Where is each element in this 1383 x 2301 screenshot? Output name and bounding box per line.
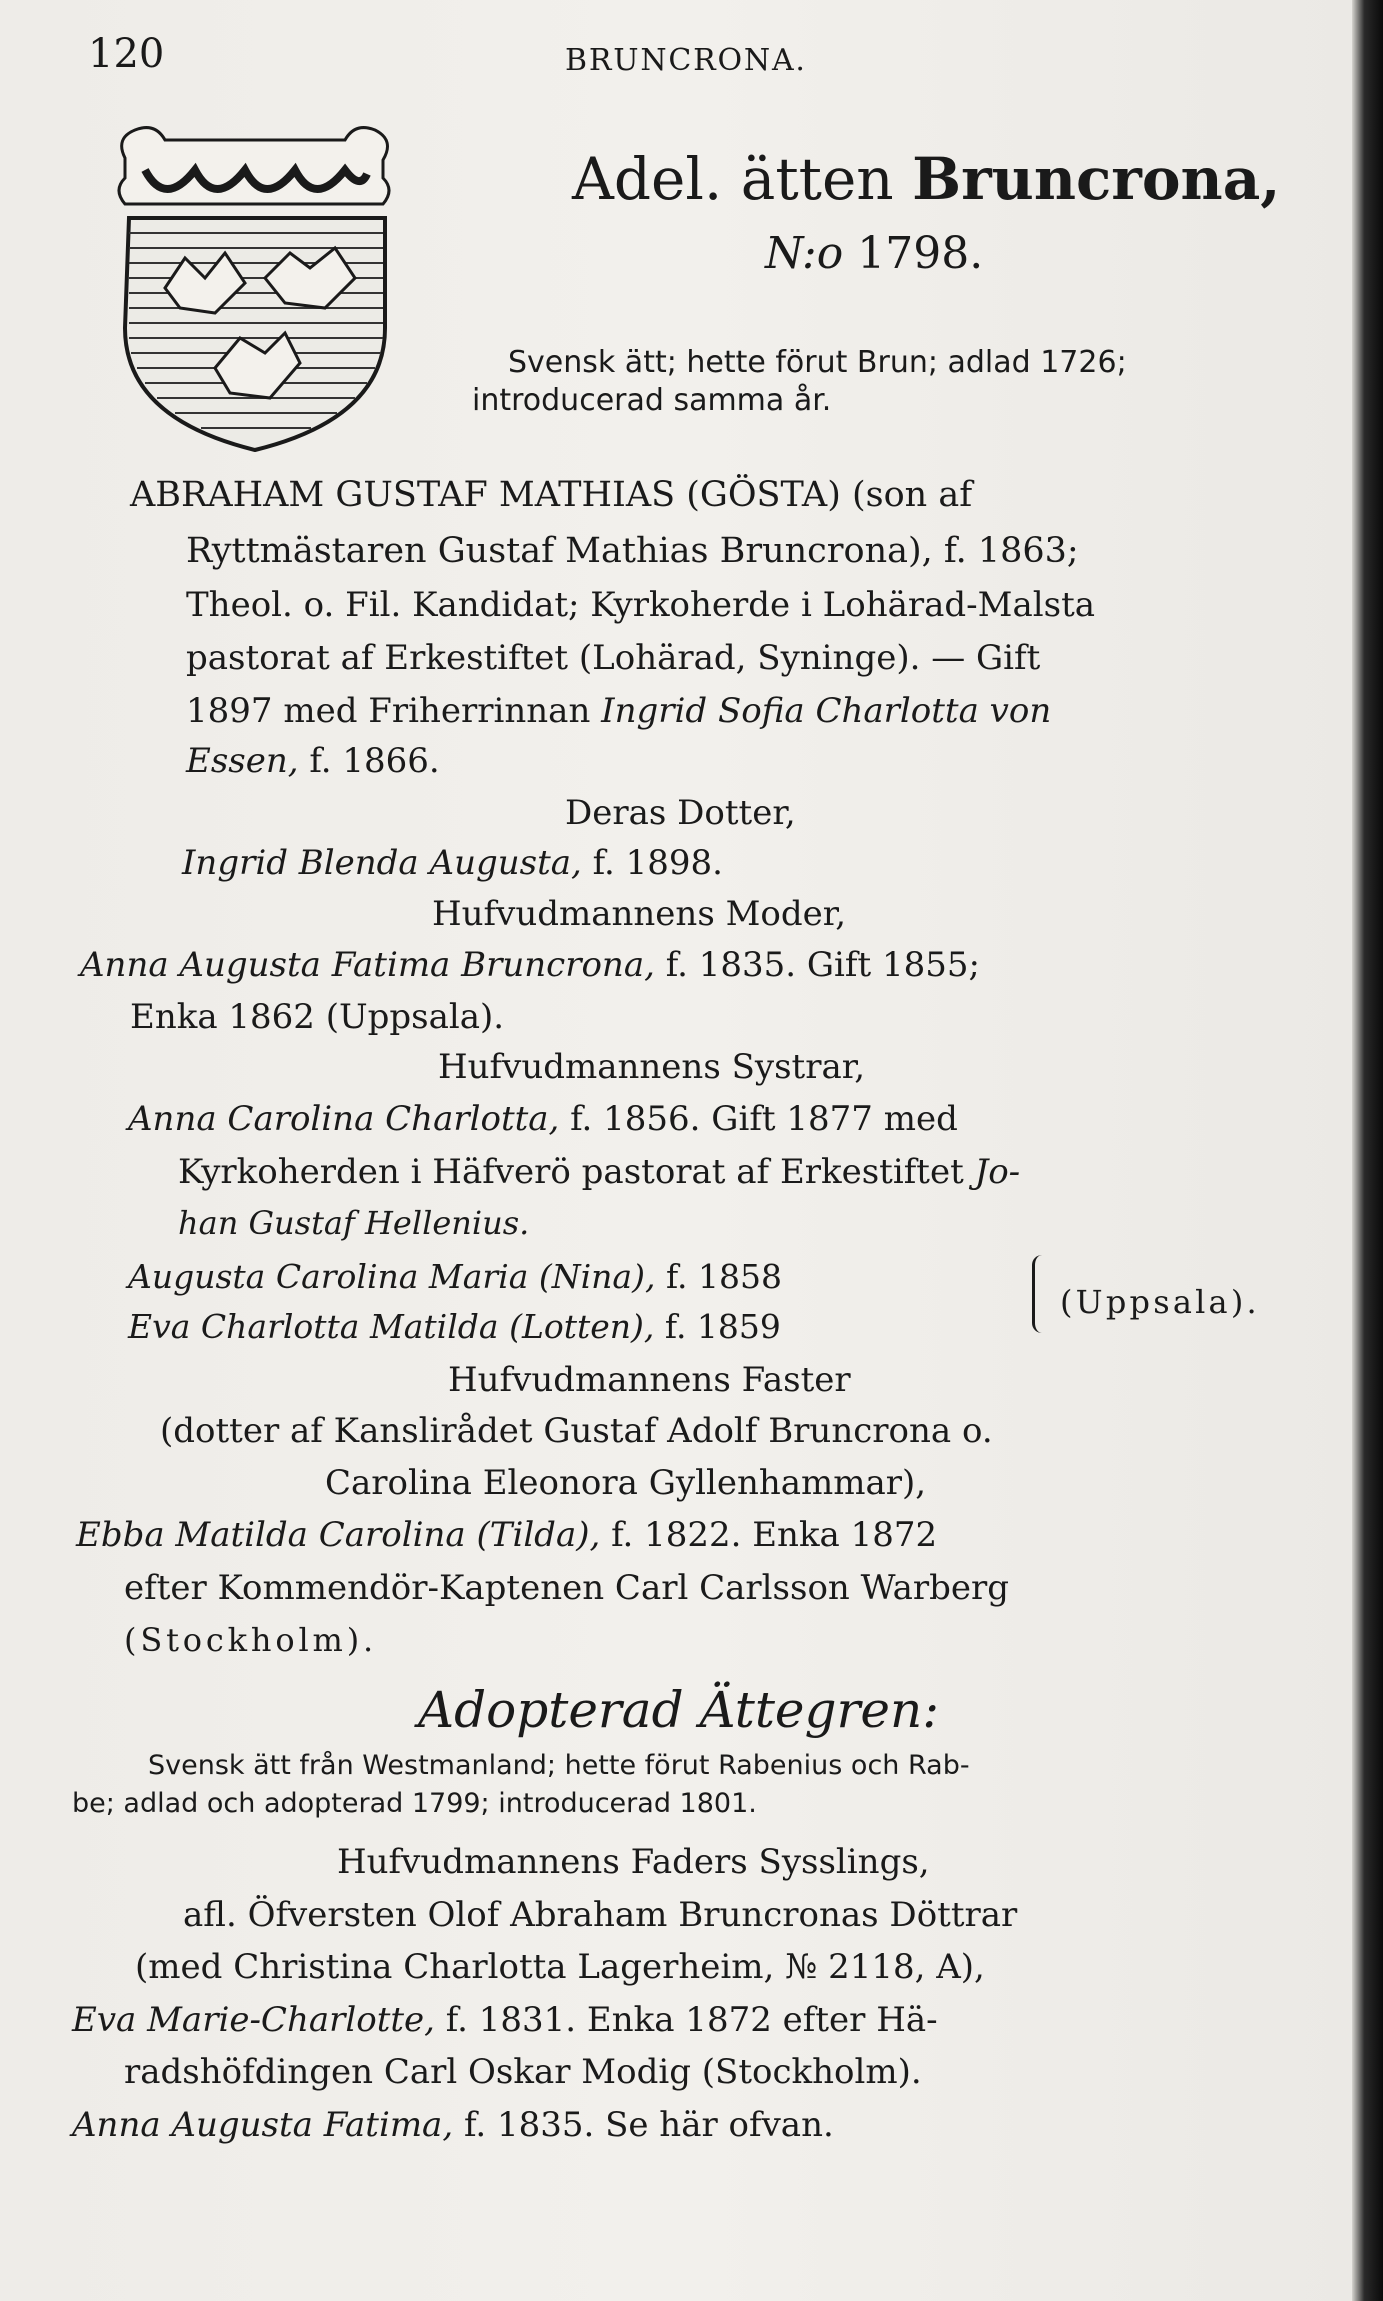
eva-rest: f. 1831. Enka 1872 efter Hä- [445,2000,938,2040]
main-line-2: Ryttmästaren Gustaf Mathias Bruncrona), f. 1863; [186,531,1079,571]
sister-1-line-2-italic: Jo- [974,1152,1021,1192]
intro-line-2: introducerad samma år. [472,383,832,418]
daughter-entry [182,843,723,883]
sisters-heading: Hufvudmannens Systrar, [438,1047,866,1087]
sister-1-entry [128,1099,958,1139]
sister-2-born: f. 1858 [665,1257,782,1296]
intro-line-1: Svensk ätt; hette förut Brun; adlad 1726; [508,345,1127,380]
family-number [765,228,984,279]
adopted-line-3: (med Christina Charlotta Lagerheim, № 2118, A), [135,1947,985,1987]
sister-1-name: Anna Carolina Charlotta, [128,1099,560,1139]
sister-1-line-2-text: Kyrkoherden i Häfverö pastorat af Erkestiftet [178,1152,964,1192]
daughter-name: Ingrid Blenda Augusta, [182,843,582,883]
book-spine-shadow [1352,0,1383,2301]
sister-3-born: f. 1859 [664,1307,781,1346]
spouse-born: f. 1866. [309,741,440,781]
number-value: 1798. [857,228,984,279]
adopted-line-1: Hufvudmannens Faders Sysslings, [337,1842,930,1882]
main-line-5 [186,691,1052,731]
anna-name: Anna Augusta Fatima, [72,2105,454,2145]
sisters-residence: (Uppsala). [1060,1283,1260,1321]
mother-line-2: Enka 1862 (Uppsala). [130,997,505,1037]
adopted-heading: Adopterad Ättegren: [418,1681,940,1739]
main-line-3: Theol. o. Fil. Kandidat; Kyrkoherde i Lohärad-Malsta [186,585,1096,625]
sister-1-line-2 [178,1152,1021,1192]
main-line-1: ABRAHAM GUSTAF MATHIAS (GÖSTA) (son af [130,475,973,515]
aunt-name: Ebba Matilda Carolina (Tilda), [76,1515,601,1555]
mother-name: Anna Augusta Fatima Bruncrona, [80,945,655,985]
eva-line-2: radshöfdingen Carl Oskar Modig (Stockholm). [124,2052,922,2092]
sister-1-rest: f. 1856. Gift 1877 med [570,1099,958,1139]
adopted-intro-2: be; adlad och adopterad 1799; introducerad 1801. [72,1788,757,1819]
eva-name: Eva Marie-Charlotte, [72,2000,435,2040]
mother-heading: Hufvudmannens Moder, [432,894,847,934]
aunt-line-2: Carolina Eleonora Gyllenhammar), [325,1463,927,1503]
eva-entry [72,2000,938,2040]
sister-3-name: Eva Charlotta Matilda (Lotten), [128,1307,655,1346]
adopted-line-2: afl. Öfversten Olof Abraham Bruncronas Döttrar [183,1895,1018,1935]
spouse-name: Ingrid Sofia Charlotta von [601,691,1052,731]
sister-1-line-3: han Gustaf Hellenius. [178,1204,530,1242]
aunt-line-1: (dotter af Kanslirådet Gustaf Adolf Bruncrona o. [160,1411,993,1451]
sister-2-entry [128,1257,782,1296]
aunt-line-4: (Stockholm). [124,1621,378,1659]
family-title [572,145,1281,213]
mother-entry [80,945,980,985]
main-line-4: pastorat af Erkestiftet (Lohärad, Syninge). — Gift [186,638,1041,678]
main-line-5-text: 1897 med Friherrinnan [186,691,591,731]
brace-icon [1032,1255,1053,1333]
page-number: 120 [88,31,165,77]
sister-2-name: Augusta Carolina Maria (Nina), [128,1257,656,1296]
family-name: Bruncrona, [912,145,1281,213]
aunt-entry [76,1515,938,1555]
daughter-heading: Deras Dotter, [565,793,796,833]
aunt-heading: Hufvudmannens Faster [448,1360,851,1400]
title-prefix: Adel. ätten [572,145,894,213]
anna-entry [72,2105,834,2145]
anna-rest: f. 1835. Se här ofvan. [463,2105,834,2145]
running-title: BRUNCRONA. [565,43,807,78]
number-label: N:o [765,228,844,279]
daughter-born: f. 1898. [592,843,723,883]
main-line-6 [186,741,440,781]
coat-of-arms-icon [105,118,405,458]
mother-rest: f. 1835. Gift 1855; [665,945,980,985]
adopted-intro-1: Svensk ätt från Westmanland; hette förut Rabenius och Rab- [148,1750,970,1781]
aunt-line-3: efter Kommendör-Kaptenen Carl Carlsson Warberg [124,1568,1010,1608]
sister-3-entry [128,1307,781,1346]
spouse-surname: Essen, [186,741,299,781]
aunt-rest: f. 1822. Enka 1872 [611,1515,938,1555]
